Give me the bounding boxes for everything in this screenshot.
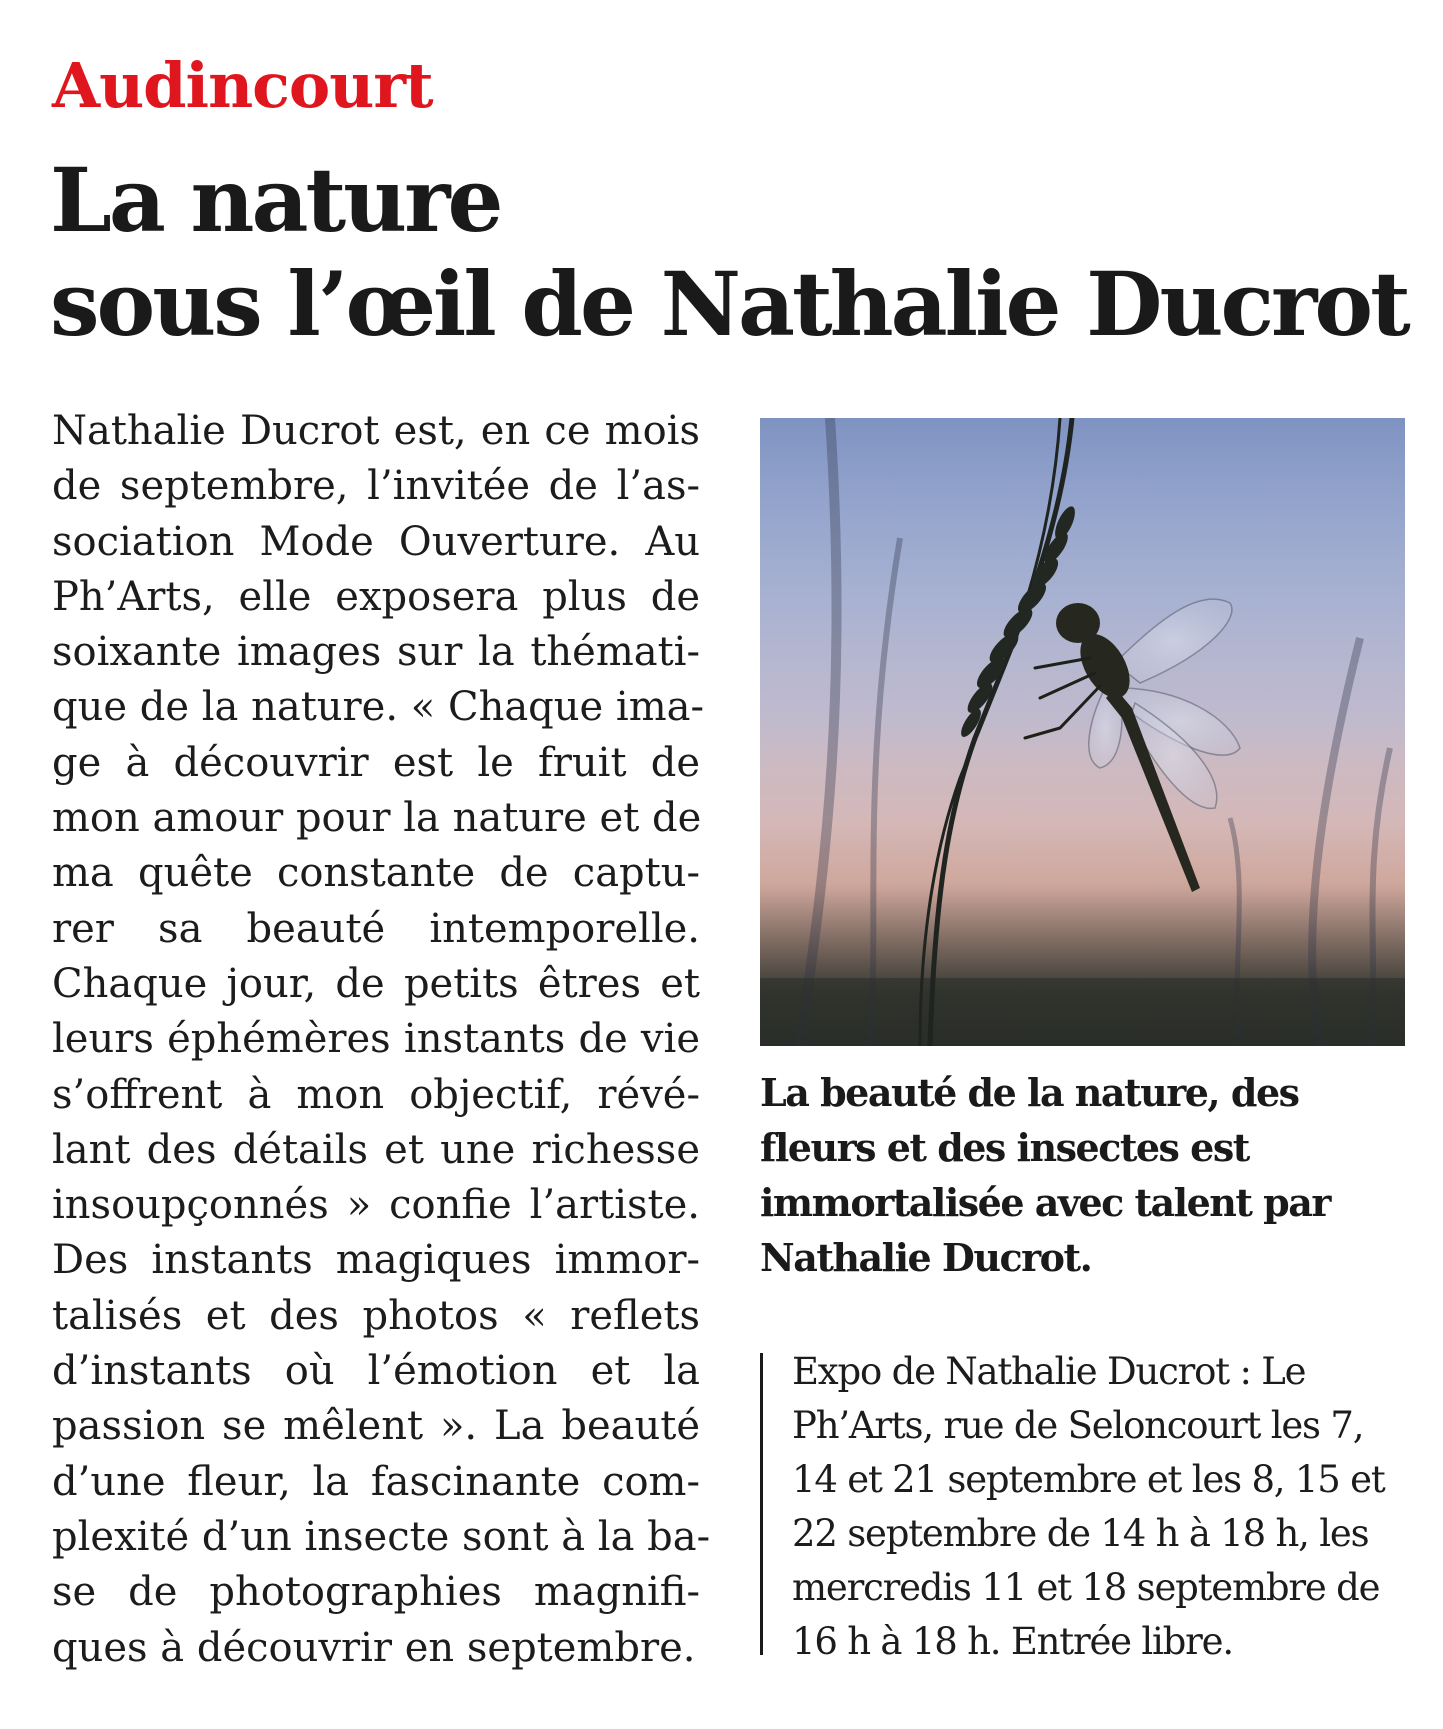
body-line: se de photographies magnifi-: [52, 1569, 700, 1616]
body-line: talisés et des photos « reflets: [52, 1292, 700, 1339]
info-line: mercredis 11 et 18 septembre de: [792, 1566, 1380, 1609]
info-line: 16 h à 18 h. Entrée libre.: [792, 1620, 1233, 1663]
section-kicker: Audincourt: [52, 49, 433, 122]
body-line: ge à découvrir est le fruit de: [52, 739, 700, 786]
body-line: que de la nature. « Chaque ima-: [52, 684, 705, 731]
headline-line-2: sous l’œil de Nathalie Ducrot: [50, 252, 1408, 356]
body-line: ma quête constante de captu-: [52, 850, 700, 897]
info-line: 22 septembre de 14 h à 18 h, les: [792, 1512, 1369, 1555]
headline: [50, 148, 1408, 356]
body-line: Nathalie Ducrot est, en ce mois: [52, 408, 700, 454]
body-line: passion se mêlent ». La beauté: [52, 1403, 700, 1450]
body-line: de septembre, l’invitée de l’as-: [52, 463, 700, 510]
body-line: rer sa beauté intemporelle.: [52, 905, 700, 952]
body-line: lant des détails et une richesse: [52, 1126, 700, 1173]
body-line: Chaque jour, de petits êtres et: [52, 960, 700, 1007]
body-line: d’une fleur, la fascinante com-: [52, 1458, 700, 1505]
headline-line-1: La nature: [50, 148, 501, 252]
info-rule: [760, 1353, 763, 1655]
info-line: 14 et 21 septembre et les 8, 15 et: [792, 1458, 1385, 1501]
body-line: leurs éphémères instants de vie: [52, 1016, 700, 1063]
caption-line: immortalisée avec talent par: [760, 1180, 1330, 1225]
info-line: Ph’Arts, rue de Seloncourt les 7,: [792, 1404, 1364, 1447]
article-body: [52, 404, 711, 1676]
caption-line: fleurs et des insectes est: [760, 1125, 1249, 1170]
body-line: Des instants magiques immor-: [52, 1237, 700, 1284]
caption-line: Nathalie Ducrot.: [760, 1235, 1092, 1280]
caption-line: La beauté de la nature, des: [760, 1070, 1299, 1115]
photo-caption: [760, 1065, 1405, 1285]
body-line: d’instants où l’émotion et la: [52, 1348, 700, 1395]
body-line: ques à découvrir en septembre.: [52, 1624, 696, 1671]
body-line: sociation Mode Ouverture. Au: [52, 518, 700, 565]
event-info-box: [760, 1345, 1410, 1663]
body-line: plexité d’un insecte sont à la ba-: [52, 1513, 711, 1560]
body-line: insoupçonnés » confie l’artiste.: [52, 1182, 700, 1229]
info-line: Expo de Nathalie Ducrot : Le: [792, 1350, 1306, 1393]
dragonfly-photo: [760, 418, 1405, 1046]
body-line: mon amour pour la nature et de: [52, 795, 702, 842]
body-line: soixante images sur la thémati-: [52, 629, 700, 676]
body-line: Ph’Arts, elle exposera plus de: [52, 573, 700, 620]
body-line: s’offrent à mon objectif, révé-: [52, 1071, 700, 1118]
event-info-text: [792, 1345, 1385, 1669]
